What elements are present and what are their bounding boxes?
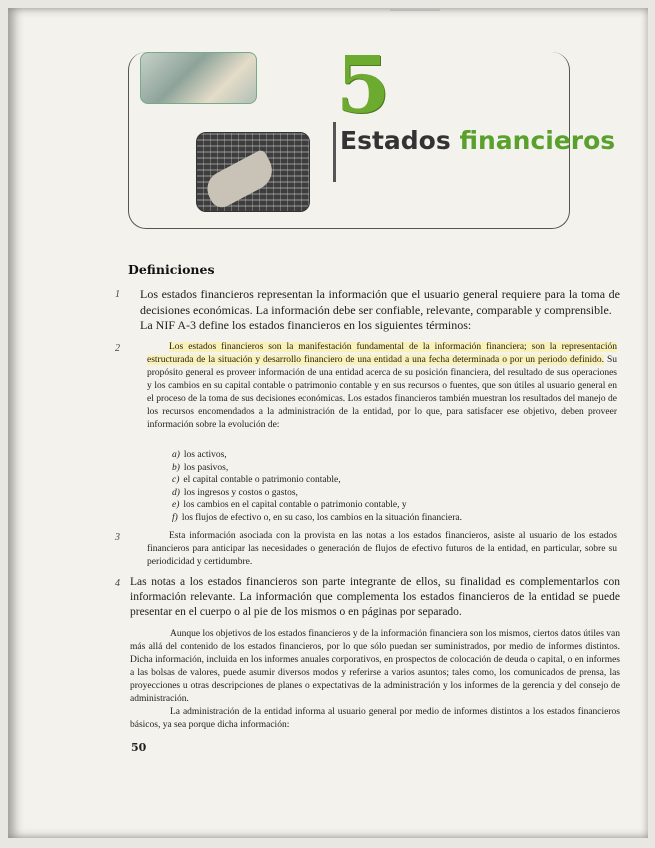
paragraph-number: 2 [115,343,120,354]
chapter-title [340,126,615,155]
paragraph-number: 3 [115,532,120,543]
paragraph-5b-text: La administración de la entidad informa al usuario general por medio de informes distintos a los estados financieros básicos, ya sea porque dicha información: [130,707,620,730]
chapter-title-part2: financieros [459,126,616,155]
section-title: Definiciones [128,262,215,277]
paragraph-number: 4 [115,578,120,589]
paragraph-1-text: Los estados financieros representan la información que el usuario general requiere para la toma de decisiones económicas. La información debe ser confiable, relevante, comparable y comprensible. [140,287,620,317]
chapter-number: 5 [336,40,389,131]
chapter-photo-stock-board [196,132,310,212]
chapter-title-rule [333,122,336,182]
chapter-photo-calculator [140,52,257,104]
list-item: e) los cambios en el capital contable o patrimonio contable, y [172,500,407,510]
paragraph-4-text: Las notas a los estados financieros son parte integrante de ellos, su finalidad es complementarlos con información relevante. La información que complementa los estados financieros de la entidad se puede presentar en el cuerpo o al pie de los mismos o en páginas por separado. [130,576,620,618]
list-item: c) el capital contable o patrimonio contable, [172,475,341,485]
paragraph-5 [130,628,620,732]
paragraph-4 [130,575,620,620]
list-item: f) los flujos de efectivo o, en su caso, los cambios en la situación financiera. [172,512,462,523]
paragraph-5a-text: Aunque los objetivos de los estados financieros y de la información financiera son los mismos, ciertos datos útiles van más allá del contenido de los estados financieros, por lo que sólo puedan ser suministrados, por medio de informes distintos. Dicha información, incluida en los informes anuales corporativos, en prospectos de colocación de deuda o capital, o en informes a las bolsas de valores, puede asumir diversos modos y referirse a varios asuntos; tales como, los comunicados de prensa, las proyecciones u otras descripciones de planes o expectativas de la administración y los informes de la gerencia y del consejo de administración. [130,629,620,704]
evolution-list [172,449,462,524]
paragraph-3-text: Esta información asociada con la provista en las notas a los estados financieros, asiste al usuario de los estados financieros para anticipar las necesidades o generación de flujos de efectivo futuros de la entidad, en particular, sobre su periodicidad y certidumbre. [147,531,617,567]
list-item: d) los ingresos y costos o gastos, [172,487,298,498]
list-item: b) los pasivos, [172,462,229,473]
scan-artifact-line [390,9,440,11]
highlighted-definition: Los estados financieros son la manifestación fundamental de la información financiera; son la representación estructurada de la situación y desarrollo financiero de una entidad a una fecha determinada o por un periodo definido. [147,342,617,365]
quote-nif-a3 [147,341,617,432]
chapter-title-part1: Estados [340,126,451,155]
quote-rest: Su propósito general es proveer información de una entidad acerca de su posición financiera, del resultado de sus operaciones y los cambios en su capital contable o patrimonio contable y en sus recursos o fuentes, que son útiles al usuario general en el proceso de la toma de sus decisiones económicas. Los estados financieros también muestran los resultados del manejo de los recursos encomendados a la administración de la entidad, por lo que, para satisfacer ese objetivo, deben proveer información sobre la evolución de: [147,355,617,430]
paragraph-1 [140,287,620,334]
paragraph-3 [147,530,617,569]
list-item: a) los activos, [172,450,227,460]
paragraph-number: 1 [115,289,120,300]
paragraph-1-nif-line: La NIF A-3 define los estados financieros en los siguientes términos: [140,318,472,332]
page-number: 50 [131,741,147,754]
